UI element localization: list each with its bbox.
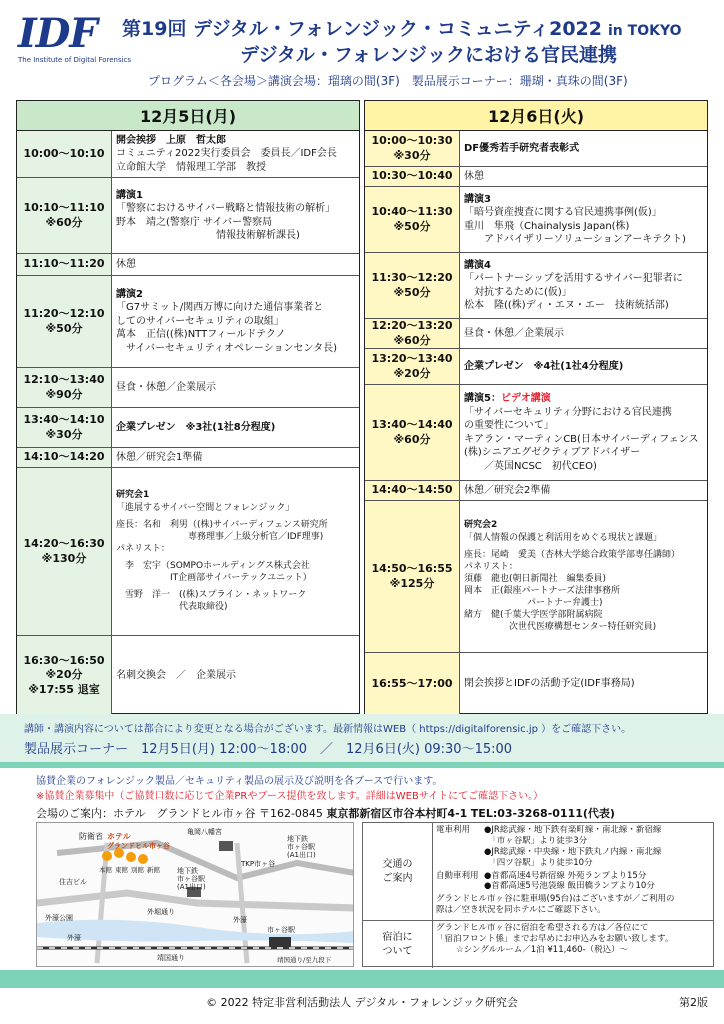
- event-theme: デジタル・フォレンジックにおける官民連携: [240, 44, 617, 66]
- session-content: [460, 319, 707, 348]
- map-hotel-b3: [126, 852, 136, 862]
- header: [0, 0, 724, 100]
- session-time: 10:00～10:30: [371, 134, 453, 148]
- venue-postal: 〒162-0845: [258, 807, 323, 820]
- session-line: の重要性について」: [464, 420, 554, 431]
- session-title: 講演2: [116, 288, 143, 300]
- stay-heading: 宿泊に ついて: [363, 921, 433, 968]
- session-title: 昼食・休憩／企業展示: [116, 381, 216, 393]
- day2-column: [364, 100, 708, 714]
- session-line: 野本 靖之(警察庁 サイバー警察局: [116, 216, 273, 228]
- sponsor-exhibit-note: 協賛企業のフォレンジック製品／セキュリティ製品の展示及び説明を各ブースで行います。: [36, 776, 443, 787]
- parking-note-2: 際は／空き状況を同ホテルにご確認下さい。: [436, 905, 606, 916]
- car-label: 自動車利用: [436, 870, 479, 881]
- session-line: 緒方 健(千葉大学医学部附属病院: [464, 610, 603, 621]
- day1-session-row: [17, 131, 359, 178]
- session-line: 「個人情報の保護と利活用をめぐる現状と課題」: [464, 532, 663, 543]
- map-jr-station: [269, 937, 291, 947]
- session-content: [460, 501, 707, 652]
- session-line: 岡本 正(銀座パートナーズ法律事務所: [464, 586, 621, 597]
- day2-session-row: [365, 385, 707, 481]
- access-map: [36, 822, 354, 967]
- session-time: 10:40～11:30: [371, 205, 453, 219]
- venue-tel: TEL:03-3268-0111(代表): [470, 807, 615, 820]
- session-time: 11:10～11:20: [23, 257, 105, 271]
- event-title-main: 第19回 デジタル・フォレンジック・コミュニティ2022: [122, 18, 602, 40]
- session-time: 14:40～14:50: [371, 483, 453, 497]
- map-hotel-b1: [102, 851, 112, 861]
- session-content: [112, 636, 359, 715]
- event-location: in TOKYO: [608, 23, 682, 39]
- session-duration: ※20分: [45, 668, 83, 682]
- session-line: 「進展するサイバー空間とフォレンジック」: [116, 502, 295, 513]
- session-time: 16:55～17:00: [371, 676, 453, 690]
- session-content: [460, 131, 707, 166]
- session-time: 14:10～14:20: [23, 450, 105, 464]
- session-duration: ※90分: [45, 387, 83, 401]
- session-line: キアラン・マーティンCB(日本サイバーディフェンス: [464, 433, 699, 445]
- session-content: [112, 448, 359, 467]
- train-access: 電車利用 ●JR総武線・地下鉄有楽町線・南北線・新宿線 「市ヶ谷駅」より徒歩3分 ●JR総武線・中央線・地下鉄丸ノ内線・南北線 「四ツ谷駅」より徒歩10分: [436, 825, 662, 868]
- map-label-jr-station: 市ヶ谷駅: [267, 926, 295, 934]
- session-title: 講演5：ビデオ講演: [464, 393, 551, 404]
- session-time-cell: [365, 187, 460, 252]
- session-time-cell: [365, 501, 460, 652]
- session-title: 休憩: [116, 258, 136, 270]
- session-time: 10:10～11:10: [23, 201, 105, 215]
- session-line: 専務理事／上級分析官／IDF理事): [116, 531, 324, 542]
- session-time-cell: [17, 636, 112, 715]
- day2-session-row: [365, 319, 707, 349]
- session-title: 休憩: [464, 170, 484, 182]
- session-time-cell: [17, 408, 112, 447]
- session-time-cell: [365, 653, 460, 715]
- map-label-tkp: TKP市ヶ谷: [241, 860, 276, 868]
- session-line: 「パートナーシップを活用するサイバー犯罪者に: [464, 273, 683, 284]
- day2-session-row: [365, 253, 707, 319]
- session-line: 雪野 洋一 ((株)スプライン・ネットワーク: [116, 590, 307, 601]
- session-time-cell: [365, 253, 460, 318]
- session-line: アドバイザリーソリューションアーキテクト): [464, 234, 686, 245]
- map-label-yasukuni: 靖国通り: [157, 954, 185, 962]
- map-hotel-b4: [138, 854, 148, 864]
- access-row: [363, 823, 713, 921]
- session-time-cell: [17, 448, 112, 467]
- session-title: 企業プレゼン ※4社(1社4分程度): [464, 360, 624, 372]
- map-label-hotel: ホテル: [107, 832, 131, 841]
- day2-session-row: [365, 187, 707, 253]
- session-title: 企業プレゼン ※3社(1社8分程度): [116, 421, 276, 433]
- car-access: 自動車利用 ●首都高速4号新宿線 外苑ランプより15分 ●首都高速5号池袋線 飯田橋ランプより10分: [436, 870, 655, 892]
- day1-session-row: [17, 408, 359, 448]
- session-duration: ※60分: [45, 215, 83, 229]
- session-line: 立命館大学 情報理工学部 教授: [116, 161, 266, 173]
- session-duration: ※50分: [393, 219, 431, 233]
- session-content: [112, 468, 359, 635]
- map-label-b3: 別館: [131, 866, 144, 874]
- session-time: 12:20～13:20: [371, 319, 453, 333]
- session-title: 昼食・休憩／企業展示: [464, 327, 564, 339]
- session-duration: ※50分: [45, 321, 83, 335]
- venue-info: [36, 805, 615, 821]
- copyright: © 2022 特定非営利活動法人 デジタル・フォレンジック研究会: [206, 996, 518, 1009]
- session-line: サイバーセキュリティオペレーションセンタ長): [116, 342, 338, 354]
- session-line: してのサイバーセキュリティの取組」: [116, 315, 284, 327]
- divider-stripe: [0, 762, 724, 768]
- day2-session-row: [365, 167, 707, 187]
- session-line: 「G7サミット/関西万博に向けた通信事業者と: [116, 302, 324, 314]
- map-label-b4: 新館: [147, 866, 160, 874]
- venue-name: 会場のご案内：ホテル グランドヒル市ヶ谷: [36, 807, 256, 820]
- session-line: 萬本 正信((株)NTTフィールドテクノ: [116, 329, 286, 341]
- map-label-ministry: 防衛省: [79, 832, 103, 841]
- session-time-cell: [17, 131, 112, 177]
- notice-change: 講師・講演内容については都合により変更となる場合がございます。最新情報はWEB（ https://digitalforensic.jp ）をご確認下さい。: [24, 724, 632, 735]
- map-moat: [37, 920, 354, 943]
- session-line: 代表取締役): [116, 602, 228, 613]
- session-content: [112, 408, 359, 447]
- session-time: 11:30～12:20: [371, 271, 453, 285]
- access-heading: 交通の ご案内: [363, 823, 433, 920]
- session-line: パネリスト：: [464, 561, 518, 572]
- session-line: IT企画部サイバーテックユニット）: [116, 573, 312, 584]
- session-title: 講演4: [464, 259, 491, 271]
- session-line: ／英国NCSC 初代CEO): [464, 460, 597, 472]
- session-content: [112, 254, 359, 275]
- session-line: 「警察におけるサイバー戦略と情報技術の解析」: [116, 203, 336, 214]
- session-time-cell: [365, 349, 460, 384]
- day1-session-row: [17, 368, 359, 408]
- session-line: 須藤 龍也(朝日新聞社 編集委員): [464, 573, 607, 584]
- session-content: [460, 653, 707, 715]
- session-title: 休憩／研究会2準備: [464, 484, 551, 496]
- schedule: [16, 100, 708, 714]
- session-content: [460, 253, 707, 318]
- map-road-west: [97, 843, 107, 963]
- session-line: 次世代医療構想センター特任研究員): [464, 622, 657, 633]
- session-line: コミュニティ2022実行委員会 委員長／IDF会長: [116, 148, 337, 160]
- access-details: [433, 823, 713, 920]
- session-duration: ※130分: [41, 551, 87, 565]
- stay-details: グランドヒル市ヶ谷に宿泊を希望される方は／各位にて 「宿泊フロント係」までお早めにお申込みをお願い致します。 ☆シングルルーム／1泊 ¥11,460-（税込）～: [436, 923, 674, 955]
- session-time-cell: [17, 178, 112, 253]
- day1-session-row: [17, 636, 359, 715]
- session-title: 講演3: [464, 193, 491, 205]
- map-label-b2: 東館: [115, 866, 128, 874]
- session-time: 14:20～16:30: [23, 537, 105, 551]
- session-time: 11:20～12:10: [23, 307, 105, 321]
- session-title: 休憩／研究会1準備: [116, 451, 203, 463]
- venue-address: 東京都新宿区市谷本村町4-1: [326, 807, 468, 820]
- sponsor-recruit-note: ※協賛企業募集中（ご協賛口数に応じて企業PRやブース提供を致します。詳細はWEBサイトにてご確認下さい。）: [36, 791, 544, 802]
- session-duration: ※30分: [393, 148, 431, 162]
- day1-header: 12月5日(月): [17, 101, 359, 131]
- session-line: 「サイバーセキュリティ分野における官民連携: [464, 406, 672, 418]
- session-line: 李 宏宇（SOMPOホールディングス株式会社: [116, 561, 310, 572]
- map-label-subway: 地下鉄 市ヶ谷駅 (A1出口): [287, 835, 316, 860]
- map-station-marker: [219, 841, 233, 851]
- session-line: 座長：尾崎 愛美（杏林大学総合政策学部専任講師）: [464, 549, 681, 560]
- day1-session-row: [17, 178, 359, 254]
- session-content: [460, 349, 707, 384]
- session-line: 重川 隼飛（Chainalysis Japan(株): [464, 220, 630, 232]
- day1-sessions: [17, 131, 359, 713]
- session-content: [460, 167, 707, 186]
- map-label-sumiyoshi: 住吉ビル: [59, 878, 87, 886]
- session-line: パートナー弁護士): [464, 598, 603, 609]
- day1-session-row: [17, 276, 359, 368]
- session-time-cell: [17, 368, 112, 407]
- session-time-cell: [365, 167, 460, 186]
- session-content: [112, 178, 359, 253]
- session-line: 松本 隆((株)ディ・エヌ・エー 技術統括部): [464, 300, 669, 311]
- session-duration: ※125分: [389, 576, 435, 590]
- session-line: (株)シニアエグゼクティブアドバイザー: [464, 447, 641, 458]
- session-time-cell: [17, 254, 112, 275]
- event-title: [122, 14, 681, 41]
- session-duration: ※60分: [393, 432, 431, 446]
- logo-subtitle: The Institute of Digital Forensics: [18, 56, 132, 64]
- map-label-kudanshita: 靖国通り/至九段下: [277, 956, 332, 964]
- train-label: 電車利用: [436, 825, 471, 835]
- version-label: 第2版: [679, 996, 708, 1009]
- day2-session-row: [365, 653, 707, 715]
- session-time: 10:00～10:10: [23, 146, 105, 160]
- day2-session-row: [365, 501, 707, 653]
- session-time: 16:30～16:50: [23, 654, 105, 668]
- session-duration: ※50分: [393, 285, 431, 299]
- map-label-park: 外濠公園: [45, 914, 73, 922]
- session-duration: ※60分: [393, 333, 431, 347]
- session-content: [112, 368, 359, 407]
- session-title: 研究会2: [464, 520, 498, 531]
- notice-band: [0, 714, 724, 762]
- parking-note: グランドヒル市ヶ谷に駐車場(95台)はございますが／ご利用の: [436, 894, 675, 905]
- video-lecture-tag: ビデオ講演: [500, 393, 551, 404]
- session-time-cell: [365, 385, 460, 480]
- map-label-moat: 外濠: [233, 916, 247, 924]
- map-label-moat2: 外濠: [67, 934, 81, 942]
- session-time: 13:40～14:10: [23, 413, 105, 427]
- access-info-table: [362, 822, 714, 967]
- session-time: 13:20～13:40: [371, 352, 453, 366]
- session-line: 「暗号資産捜査に関する官民連携事例(仮)」: [464, 207, 662, 218]
- session-title: 研究会1: [116, 490, 150, 501]
- session-title: 名刺交換会 ／ 企業展示: [116, 669, 236, 681]
- day1-session-row: [17, 448, 359, 468]
- session-line: 情報技術解析課長): [116, 230, 300, 241]
- map-label-b1: 本館: [99, 866, 112, 874]
- session-line: 座長：名和 利男（(株)サイバーディフェンス研究所: [116, 519, 328, 530]
- session-content: [460, 481, 707, 500]
- session-time: 10:30～10:40: [371, 169, 453, 183]
- session-time: 13:40～14:40: [371, 418, 453, 432]
- session-content: [112, 131, 359, 177]
- logo-mark: IDF: [18, 10, 97, 57]
- map-label-subway-2: 地下鉄 市ヶ谷駅 (A1出口): [177, 867, 206, 892]
- session-line: パネリスト：: [116, 543, 170, 554]
- session-time-cell: [17, 468, 112, 635]
- session-content: [460, 187, 707, 252]
- bottom-stripe: [0, 970, 724, 988]
- session-time-cell: [17, 276, 112, 367]
- day2-sessions: [365, 131, 707, 713]
- session-time: 12:10～13:40: [23, 373, 105, 387]
- session-duration: ※20分: [393, 366, 431, 380]
- day1-session-row: [17, 468, 359, 636]
- session-title: 閉会挨拶とIDFの活動予定(IDF事務局): [464, 678, 635, 690]
- day2-session-row: [365, 131, 707, 167]
- session-line: 対抗するために(仮)」: [464, 286, 572, 298]
- day2-header: 12月6日(火): [365, 101, 707, 131]
- session-content: [112, 276, 359, 367]
- session-title: 講演1: [116, 189, 143, 201]
- session-time-cell: [365, 131, 460, 166]
- session-duration: ※30分: [45, 427, 83, 441]
- stay-row: [363, 921, 713, 968]
- map-label-hotel-name: グランドヒル市ヶ谷: [107, 842, 170, 850]
- day2-session-row: [365, 349, 707, 385]
- program-venues: プログラム＜各会場＞講演会場：瑠璃の間(3F) 製品展示コーナー：珊瑚・真珠の間(3F): [148, 74, 628, 88]
- idf-logo: [18, 10, 132, 64]
- session-time-cell: [365, 481, 460, 500]
- session-time: 14:50～16:55: [371, 562, 453, 576]
- map-label-shrine: 亀岡八幡宮: [187, 828, 222, 836]
- day1-session-row: [17, 254, 359, 276]
- day1-column: [16, 100, 360, 714]
- session-content: [460, 385, 707, 480]
- map-label-sotobori-st: 外堀通り: [147, 908, 175, 916]
- session-title: 開会挨拶 上原 哲太郎: [116, 134, 226, 146]
- session-title: DF優秀若手研究者表彰式: [464, 142, 580, 154]
- day2-session-row: [365, 481, 707, 501]
- session-time-cell: [365, 319, 460, 348]
- notice-exhibit-hours: 製品展示コーナー 12月5日(月) 12:00～18:00 ／ 12月6日(火) 09:30～15:00: [24, 742, 513, 757]
- session-note: ※17:55 退室: [28, 682, 100, 696]
